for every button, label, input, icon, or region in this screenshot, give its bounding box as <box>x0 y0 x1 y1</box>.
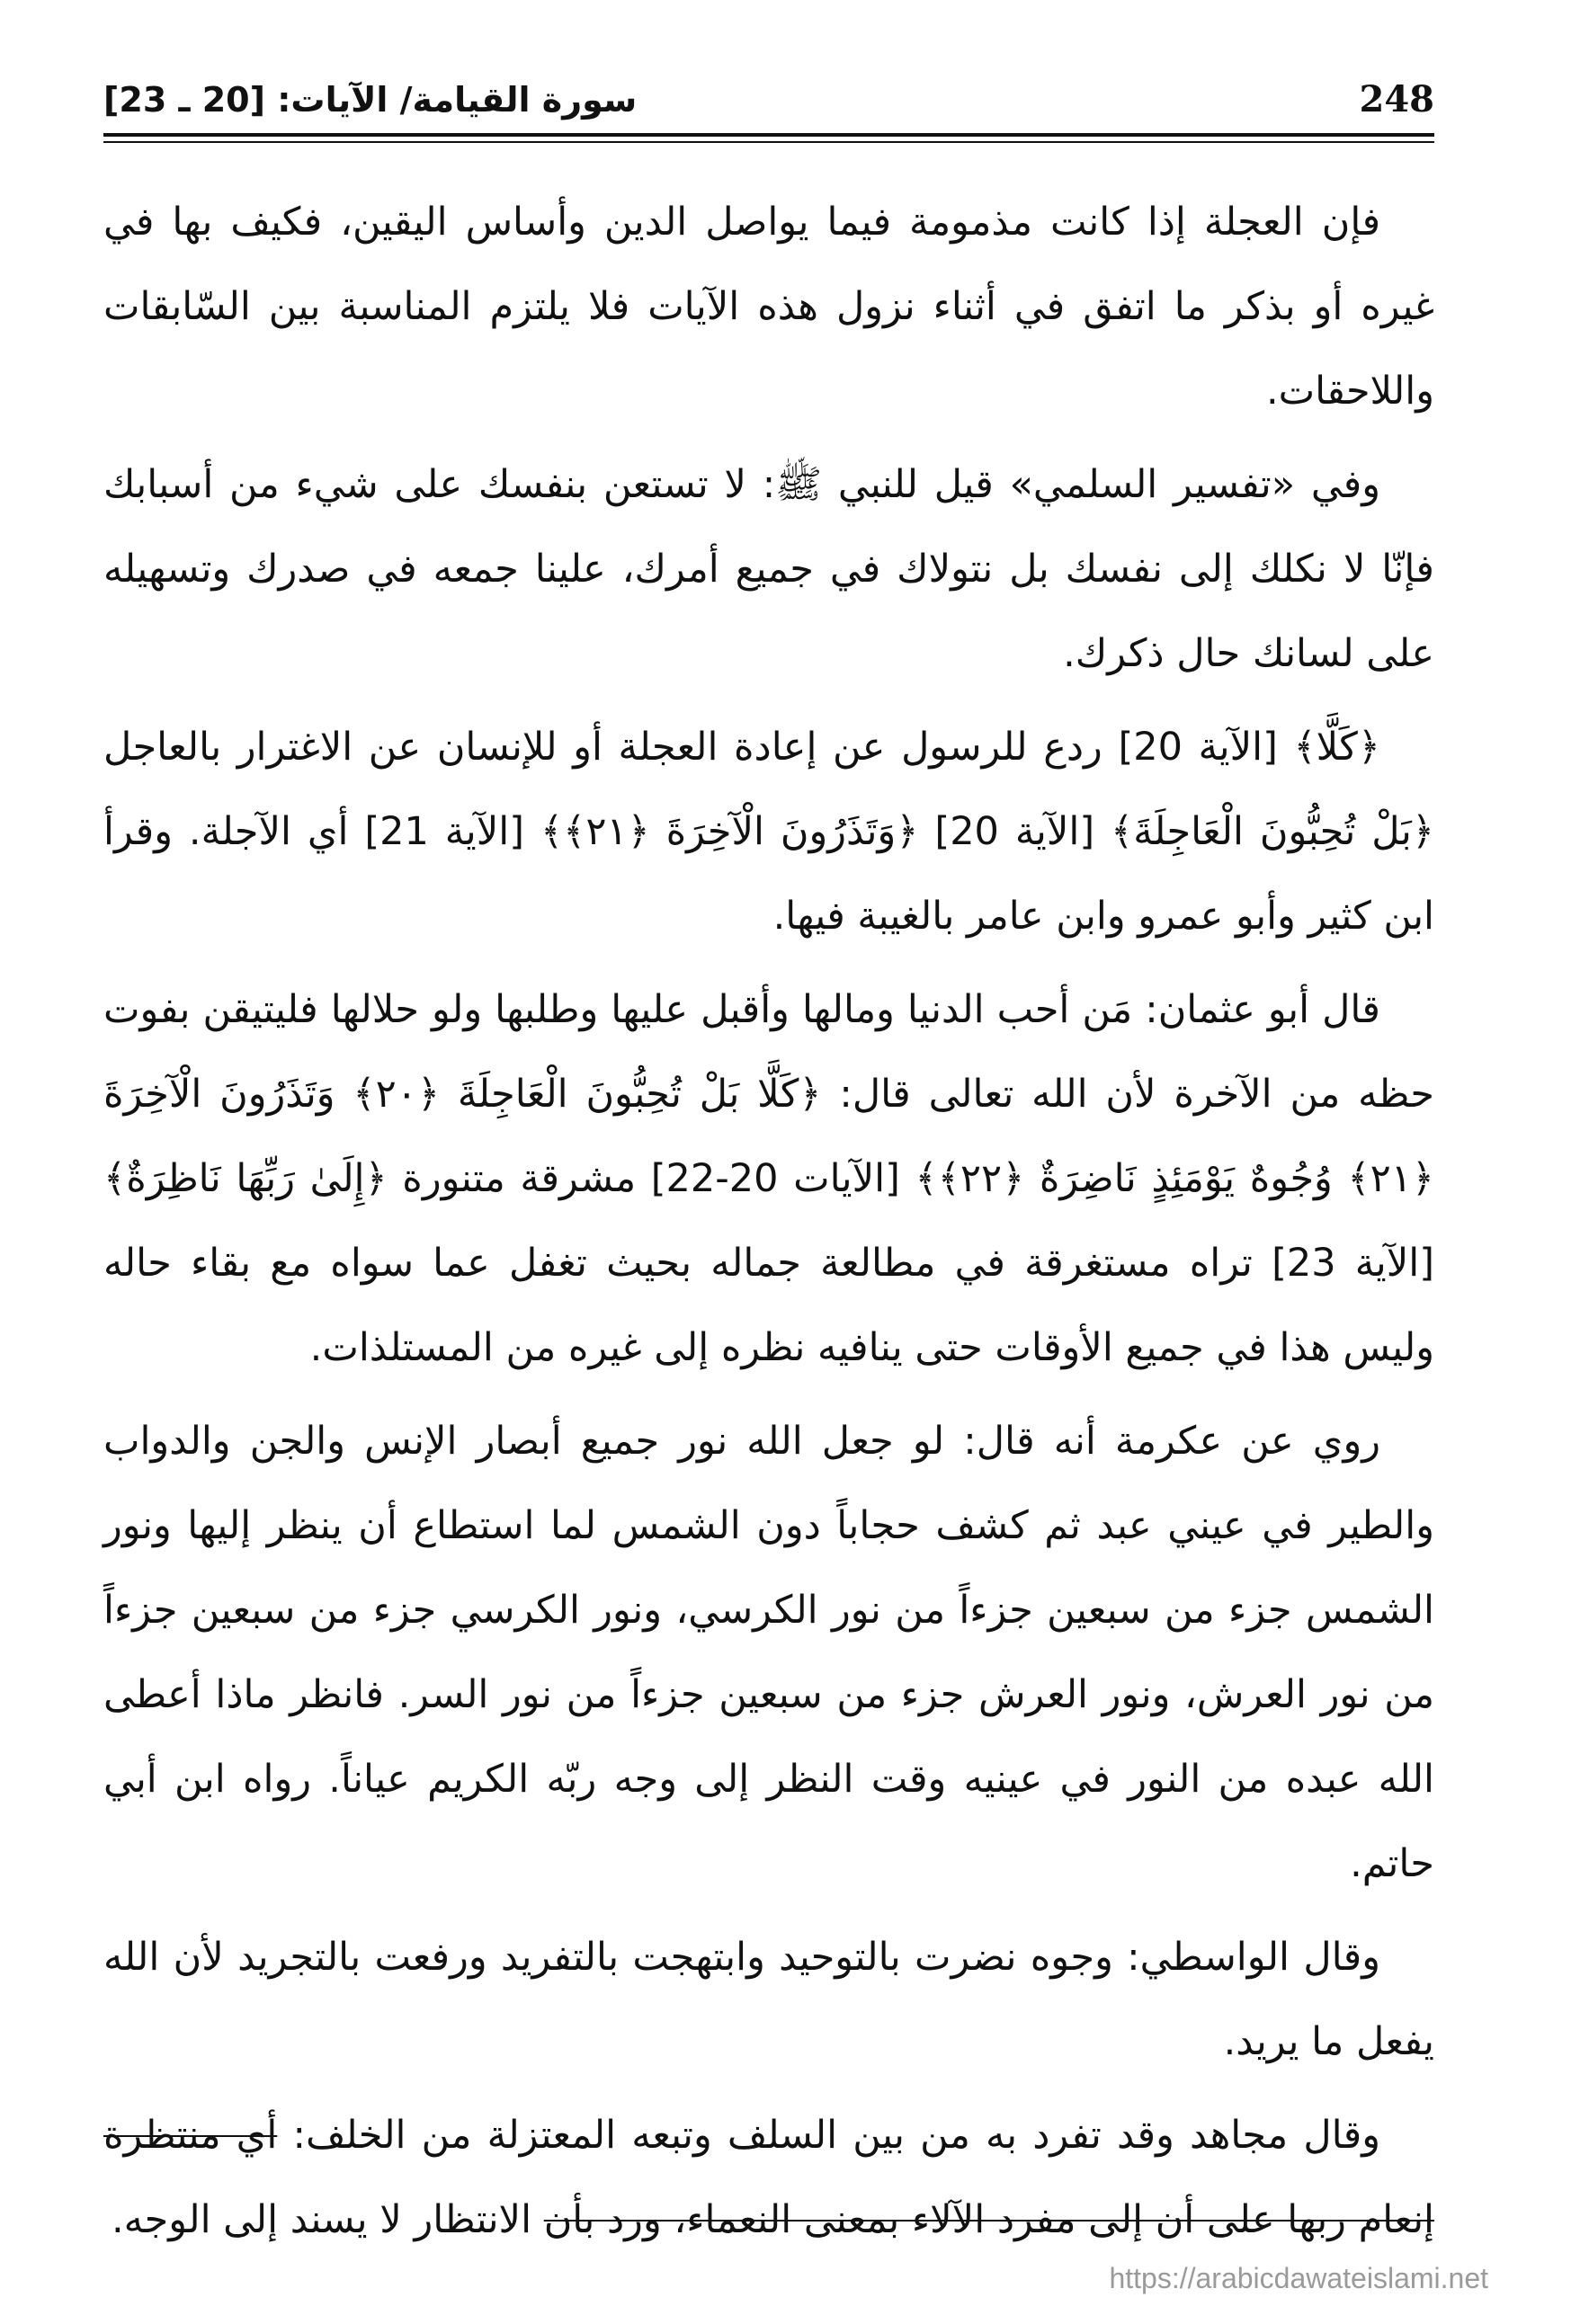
paragraph-7-struck-line: أي منتظرة إنعام ربها على أن إلى مفرد الآلاء بمعنى النعماء، ورد بأن <box>103 2113 1434 2242</box>
body-text <box>103 180 1434 2271</box>
paragraph-4: قال أبو عثمان: مَن أحب الدنيا ومالها وأقبل عليها وطلبها ولو حلالها فليتيقن بفوت حظه من الآخرة لأن الله تعالى قال: ﴿كَلَّا بَلْ تُحِبُّونَ الْعَاجِلَةَ ﴿٢٠﴾ وَتَذَرُونَ الْآخِرَةَ ﴿٢١﴾ وُجُوهٌ يَوْمَئِذٍ نَاضِرَةٌ ﴿٢٢﴾﴾ [الآيات 20-22] مشرقة متنورة ﴿إِلَىٰ رَبِّهَا نَاظِرَةٌ﴾ [الآية 23] تراه مستغرقة في مطالعة جماله بحيث تغفل عما سواه مع بقاء حاله وليس هذا في جميع الأوقات حتى ينافيه نظره إلى غيره من المستلذات. <box>103 987 1434 1370</box>
paragraph-6: وقال الواسطي: وجوه نضرت بالتوحيد وابتهجت بالتفريد ورفعت بالتجريد لأن الله يفعل ما يريد. <box>103 1935 1434 2064</box>
header-rule-thick <box>103 133 1434 137</box>
page-number: 248 <box>1359 78 1434 120</box>
running-title: سورة القيامة/ الآيات: [20 ـ 23] <box>103 80 638 120</box>
page-header <box>103 74 1434 137</box>
watermark-url: https://arabicdawateislami.net <box>1109 2262 1488 2294</box>
paragraph-2: وفي «تفسير السلمي» قيل للنبي ﷺ: لا تستعن بنفسك على شيء من أسبابك فإنّا لا نكلك إلى نفسك بل نتولاك في جميع أمرك، علينا جمعه في صدرك وتسهيله على لسانك حال ذكرك. <box>103 462 1434 676</box>
paragraph-7-line-3: الانتظار لا يسند إلى الوجه. <box>111 2197 532 2242</box>
header-rule-thin <box>103 141 1434 143</box>
paragraph-1: فإن العجلة إذا كانت مذمومة فيما يواصل الدين وأساس اليقين، فكيف بها في غيره أو بذكر ما اتفق في أثناء نزول هذه الآيات فلا يلتزم المناسبة بين السّابقات واللاحقات. <box>103 200 1434 414</box>
paragraph-7 <box>103 2093 1434 2262</box>
paragraph-3: ﴿كَلَّا﴾ [الآية 20] ردع للرسول عن إعادة العجلة أو للإنسان عن الاغترار بالعاجل ﴿بَلْ تُحِبُّونَ الْعَاجِلَةَ﴾ [الآية 20] ﴿وَتَذَرُونَ الْآخِرَةَ ﴿٢١﴾﴾ [الآية 21] أي الآجلة. وقرأ ابن كثير وأبو عمرو وابن عامر بالغيبة فيها. <box>103 725 1435 939</box>
paragraph-5: روي عن عكرمة أنه قال: لو جعل الله نور جميع أبصار الإنس والجن والدواب والطير في عيني عبد ثم كشف حجاباً دون الشمس لما استطاع أن ينظر إليها ونور الشمس جزء من سبعين جزءاً من نور الكرسي، ونور الكرسي جزء من سبعين جزءاً من نور العرش، ونور العرش جزء من سبعين جزءاً من نور السر. فانظر ماذا أعطى الله عبده من النور في عينيه وقت النظر إلى وجه ربّه الكريم عياناً. رواه ابن أبي حاتم. <box>103 1419 1434 1886</box>
paragraph-7-line-1: وقال مجاهد وقد تفرد به من بين السلف وتبعه المعتزلة من الخلف: <box>292 2113 1380 2158</box>
